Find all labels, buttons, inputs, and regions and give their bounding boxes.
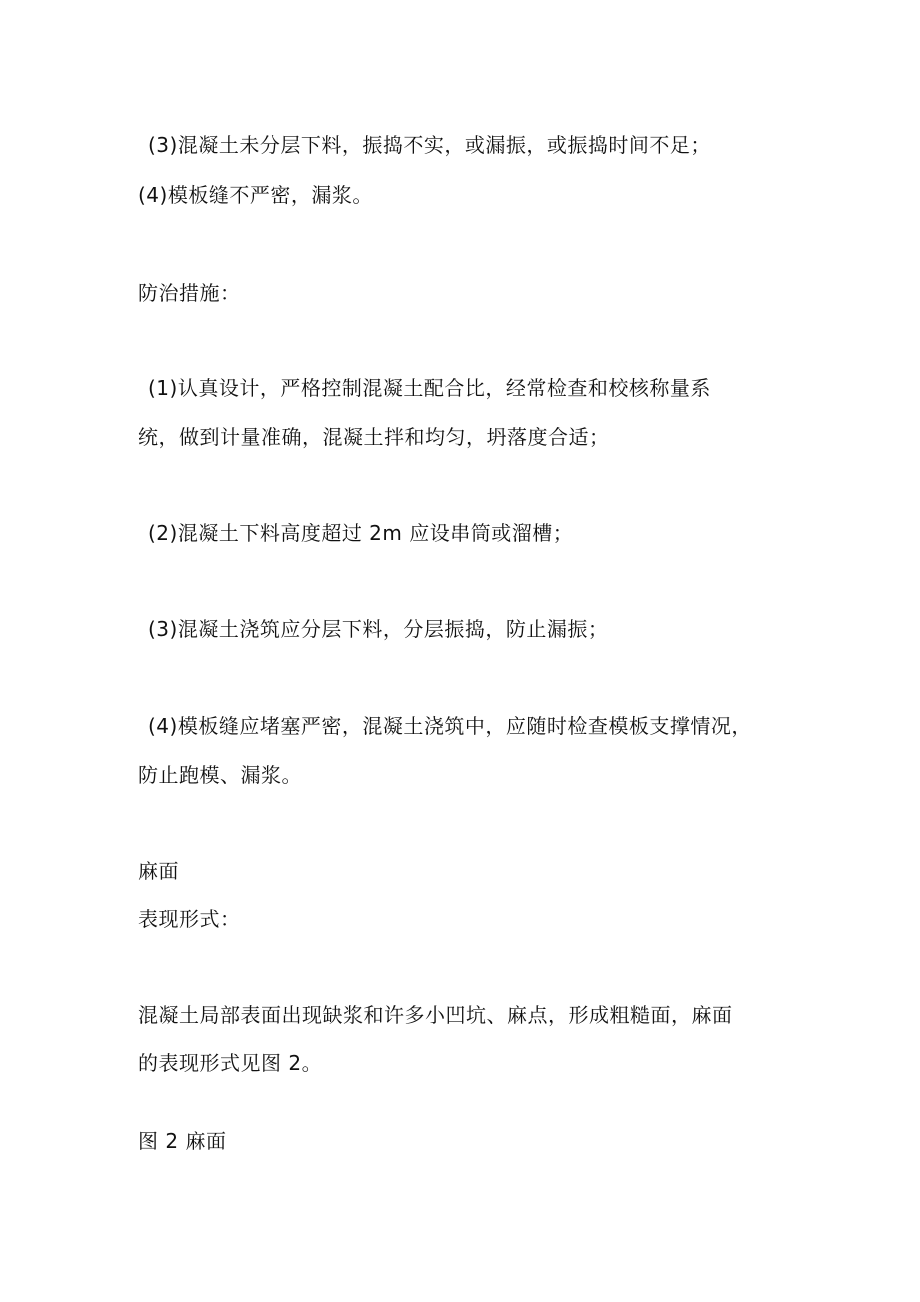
form-heading: 表现形式： xyxy=(138,907,241,931)
prevention-heading: 防治措施： xyxy=(138,281,241,305)
prevention-1-text-line1: (1)认真设计，严格控制混凝土配合比，经常检查和校核称量系 xyxy=(148,376,711,400)
cause-4-text: (4)模板缝不严密，漏浆。 xyxy=(138,183,373,207)
description-text-line1: 混凝土局部表面出现缺浆和许多小凹坑、麻点，形成粗糙面，麻面 xyxy=(138,1003,733,1027)
prevention-2-text: (2)混凝土下料高度超过 2m 应设串筒或溜槽； xyxy=(148,521,574,545)
prevention-4-text-line2: 防止跑模、漏浆。 xyxy=(138,763,302,787)
section-title: 麻面 xyxy=(138,859,179,883)
prevention-3-text: (3)混凝土浇筑应分层下料，分层振捣，防止漏振； xyxy=(148,617,609,641)
description-text-line2: 的表现形式见图 2。 xyxy=(138,1051,323,1075)
cause-3-text: (3)混凝土未分层下料，振捣不实，或漏振，或振捣时间不足； xyxy=(148,133,711,157)
prevention-4-text-line1: (4)模板缝应堵塞严密，混凝土浇筑中，应随时检查模板支撑情况， xyxy=(148,714,752,738)
figure-caption: 图 2 麻面 xyxy=(138,1129,227,1153)
prevention-1-text-line2: 统，做到计量准确，混凝土拌和均匀，坍落度合适； xyxy=(138,425,610,449)
